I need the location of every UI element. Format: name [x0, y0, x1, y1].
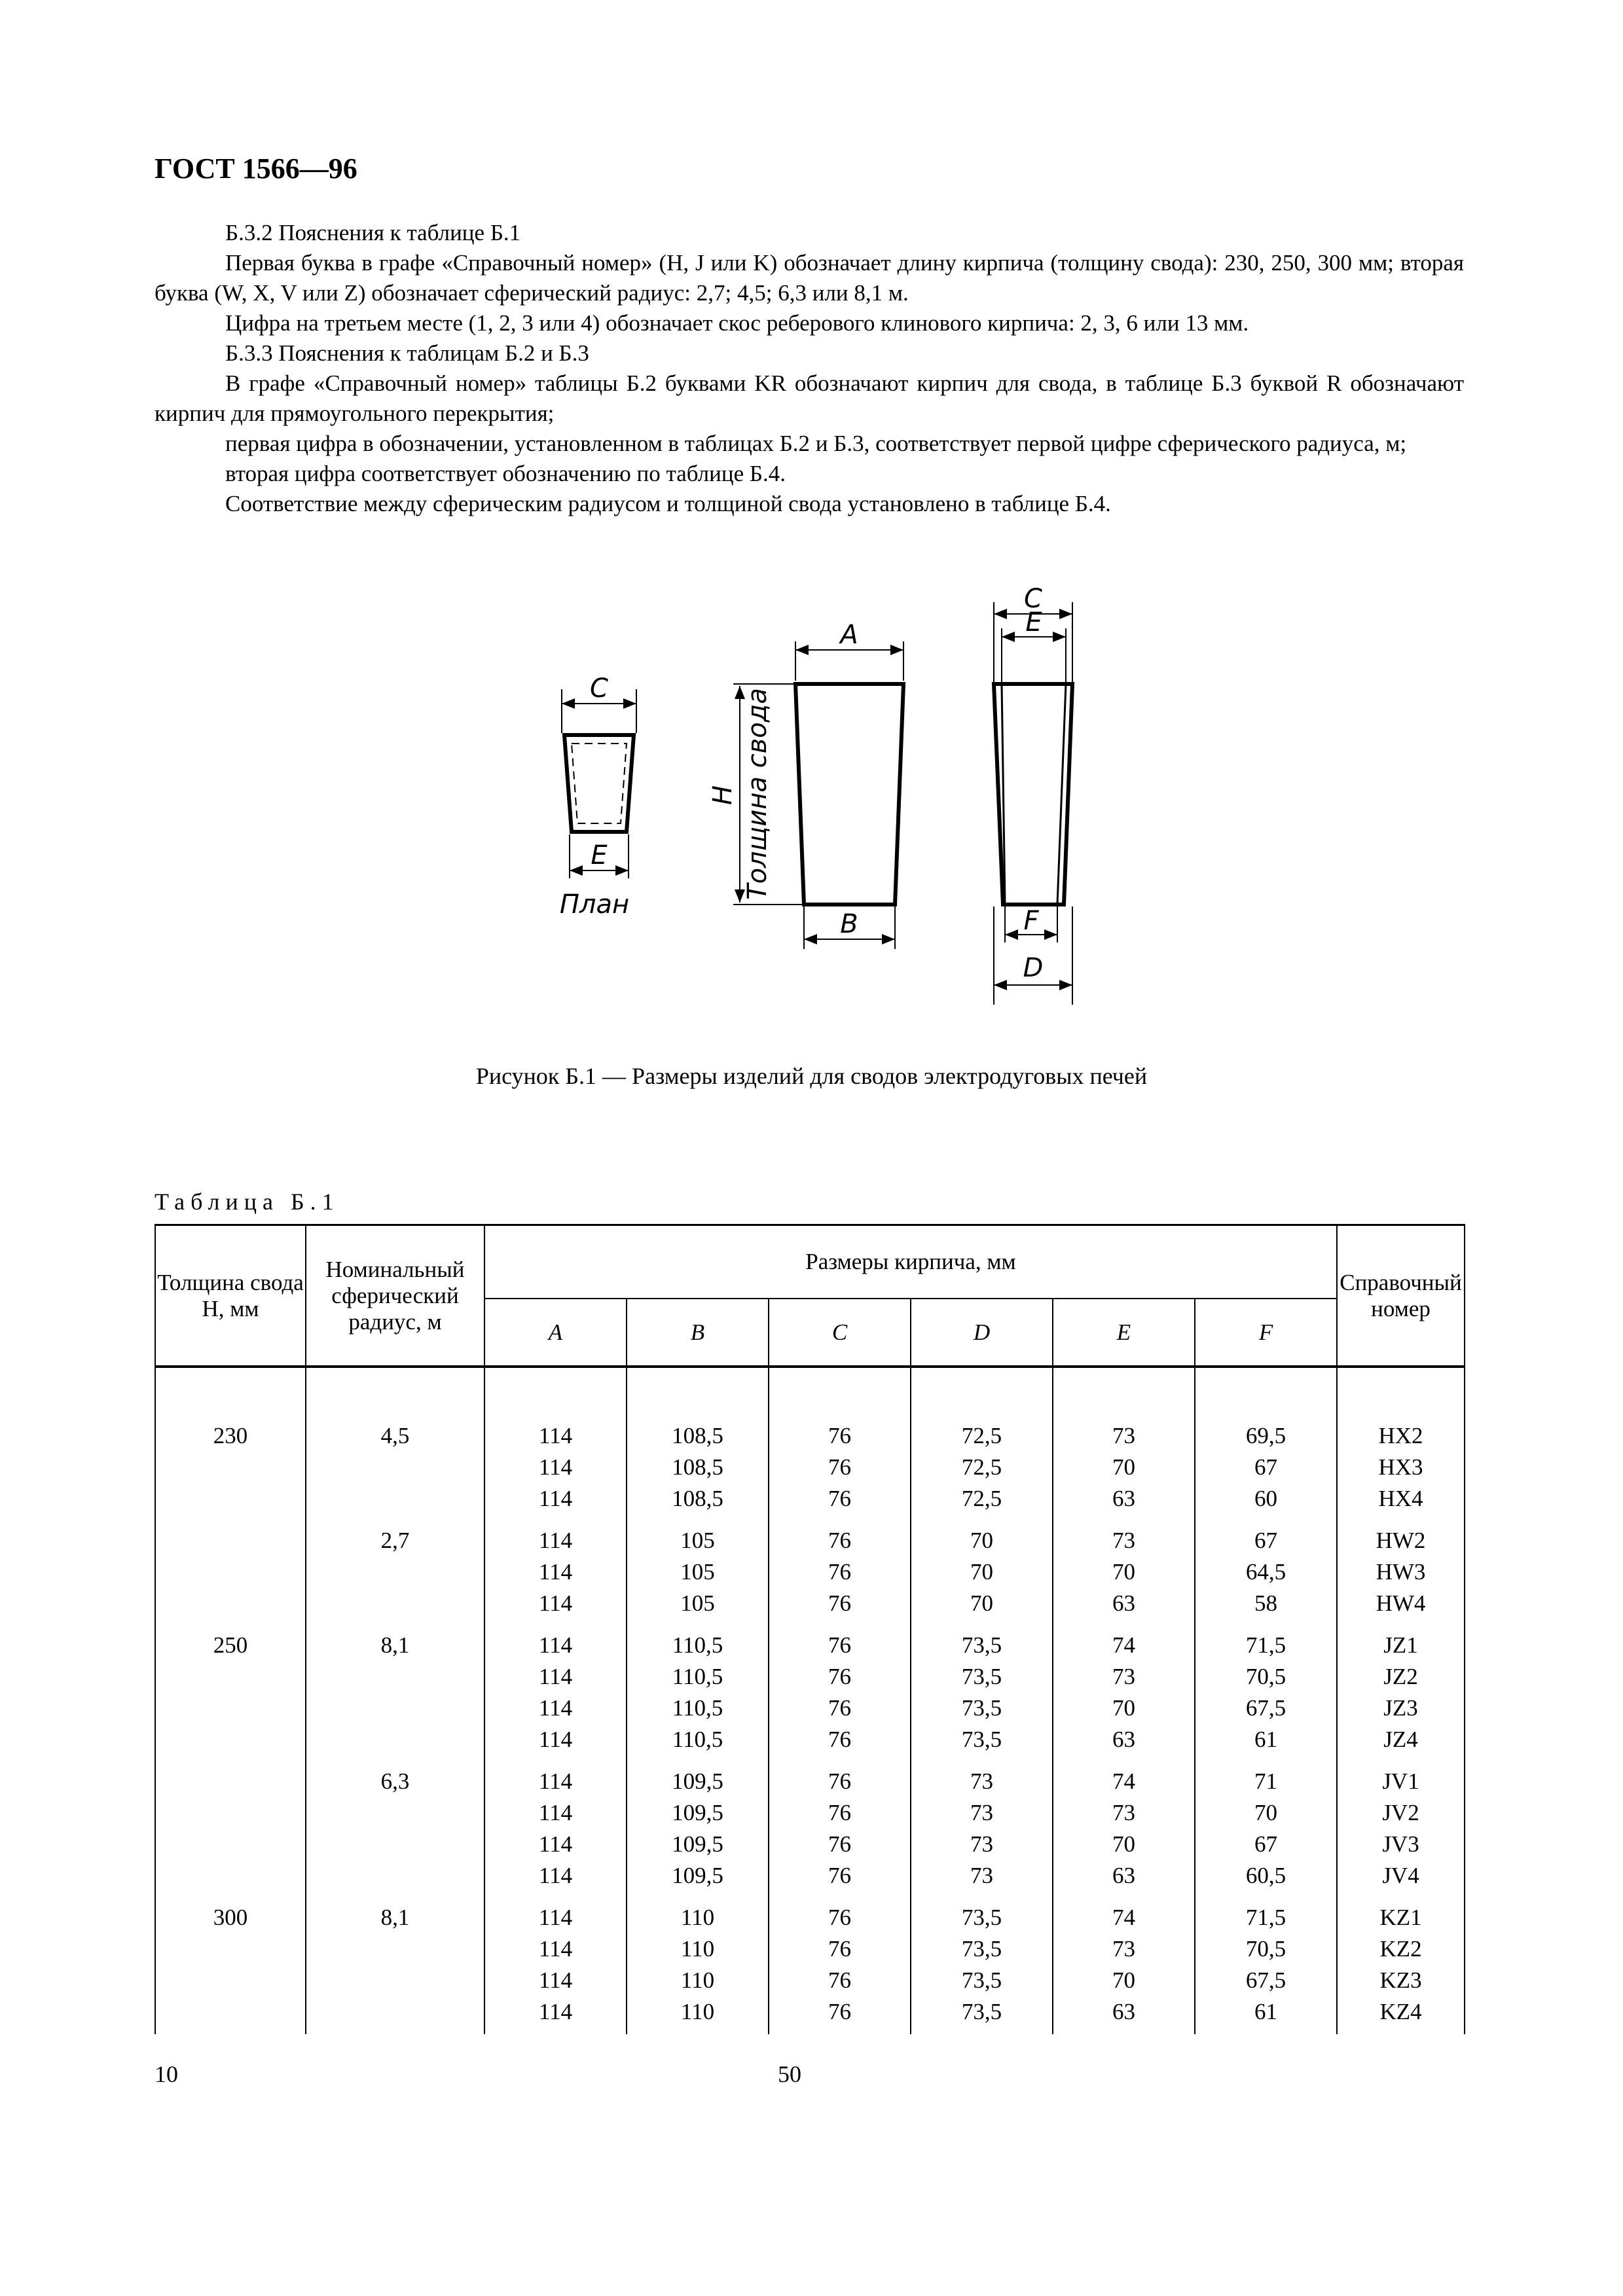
cell-value: 110,5	[672, 1632, 723, 1658]
cell-value: 71,5	[1245, 1905, 1286, 1930]
cell-value: 76	[828, 1590, 851, 1616]
cell-c	[769, 1892, 911, 2034]
cell-value: HX4	[1378, 1486, 1423, 1511]
label-b: B	[840, 909, 858, 939]
cell-value: 114	[538, 1936, 573, 1962]
cell-value: 105	[680, 1528, 715, 1553]
label-h: H	[708, 785, 738, 806]
cell-value: 70	[1112, 1559, 1135, 1585]
cell-d	[911, 1755, 1053, 1892]
cell-value: 110	[680, 1905, 715, 1930]
cell-thickness	[155, 1755, 306, 1892]
cell-value: 74	[1112, 1632, 1135, 1658]
cell-value: HW4	[1376, 1590, 1426, 1616]
cell-f	[1195, 1515, 1337, 1619]
cell-value: 71,5	[1245, 1632, 1286, 1658]
cell-b	[627, 1892, 769, 2034]
cell-b	[627, 1367, 769, 1515]
cell-value: 70	[1112, 1967, 1135, 1993]
cell-radius-value: 8,1	[380, 1632, 410, 1658]
header-col-e: E	[1053, 1299, 1195, 1367]
cell-value: 114	[538, 1905, 573, 1930]
cell-value: 110	[680, 1999, 715, 2024]
cell-value: 76	[828, 1999, 851, 2024]
cell-ref	[1337, 1619, 1465, 1755]
cell-value: HW2	[1376, 1528, 1426, 1553]
label-e-edge: E	[1025, 607, 1042, 637]
table-title: Таблица Б.1	[155, 1189, 340, 1215]
cell-f	[1195, 1367, 1337, 1515]
cell-ref	[1337, 1892, 1465, 2034]
table-row	[155, 1619, 1465, 1755]
section-b33-heading: Б.3.3 Пояснения к таблицам Б.2 и Б.3	[225, 340, 589, 366]
cell-value: 70,5	[1245, 1936, 1286, 1962]
cell-value: 60	[1254, 1486, 1277, 1511]
cell-value: 110	[680, 1936, 715, 1962]
cell-ref	[1337, 1755, 1465, 1892]
cell-radius	[306, 1619, 484, 1755]
cell-radius	[306, 1892, 484, 2034]
cell-a	[484, 1892, 627, 2034]
cell-value: 61	[1254, 1999, 1277, 2024]
header-radius: Номинальный сферический радиус, м	[306, 1225, 484, 1367]
cell-value: 70	[970, 1590, 993, 1616]
cell-value: 109,5	[672, 1863, 723, 1888]
cell-radius-value: 6,3	[380, 1768, 410, 1794]
cell-value: 105	[680, 1559, 715, 1585]
cell-a	[484, 1515, 627, 1619]
cell-thickness	[155, 1515, 306, 1619]
cell-value: 73	[970, 1800, 993, 1825]
cell-value: 114	[538, 1664, 573, 1689]
cell-value: 63	[1112, 1486, 1135, 1511]
header-col-d: D	[911, 1299, 1053, 1367]
cell-value: 73	[1112, 1528, 1135, 1553]
cell-value: 70	[970, 1559, 993, 1585]
cell-value: 60,5	[1245, 1863, 1286, 1888]
cell-value: 72,5	[961, 1423, 1002, 1448]
cell-value: 114	[538, 1863, 573, 1888]
cell-value: 76	[828, 1486, 851, 1511]
cell-value: JZ3	[1383, 1695, 1418, 1721]
cell-thickness-value: 230	[213, 1423, 248, 1448]
cell-value: 76	[828, 1423, 851, 1448]
cell-value: JV2	[1382, 1800, 1419, 1825]
cell-value: JV1	[1382, 1768, 1419, 1794]
label-a: A	[840, 620, 858, 650]
cell-thickness	[155, 1367, 306, 1515]
table-row	[155, 1755, 1465, 1892]
paragraph-second-digit: вторая цифра соответствует обозначению по таблице Б.4.	[225, 461, 786, 486]
cell-value: 108,5	[672, 1486, 723, 1511]
cell-value: 110,5	[672, 1664, 723, 1689]
cell-b	[627, 1619, 769, 1755]
cell-value: 69,5	[1245, 1423, 1286, 1448]
cell-value: 108,5	[672, 1423, 723, 1448]
cell-value: 114	[538, 1590, 573, 1616]
cell-value: 114	[538, 1727, 573, 1752]
cell-value: 76	[828, 1632, 851, 1658]
cell-value: 114	[538, 1632, 573, 1658]
side-view-brick-outline	[795, 684, 903, 905]
cell-value: 76	[828, 1727, 851, 1752]
cell-radius-value: 4,5	[380, 1423, 410, 1448]
table-row	[155, 1515, 1465, 1619]
cell-value: 63	[1112, 1590, 1135, 1616]
cell-value: 109,5	[672, 1831, 723, 1857]
cell-value: 73,5	[961, 1695, 1002, 1721]
label-d: D	[1023, 953, 1044, 983]
cell-value: 73,5	[961, 1905, 1002, 1930]
cell-value: 76	[828, 1905, 851, 1930]
cell-value: 67,5	[1245, 1695, 1286, 1721]
cell-thickness-value: 300	[213, 1905, 248, 1930]
cell-value: 70	[1254, 1800, 1277, 1825]
cell-value: JV3	[1382, 1831, 1419, 1857]
cell-value: 108,5	[672, 1454, 723, 1480]
header-col-b: B	[627, 1299, 769, 1367]
cell-value: 114	[538, 1831, 573, 1857]
cell-d	[911, 1892, 1053, 2034]
cell-value: 64,5	[1245, 1559, 1286, 1585]
cell-thickness	[155, 1619, 306, 1755]
cell-value: 67	[1254, 1831, 1277, 1857]
cell-value: 109,5	[672, 1768, 723, 1794]
cell-radius	[306, 1367, 484, 1515]
cell-value: 76	[828, 1768, 851, 1794]
cell-value: KZ3	[1379, 1967, 1422, 1993]
cell-radius-value: 8,1	[380, 1905, 410, 1930]
cell-value: 73	[1112, 1423, 1135, 1448]
cell-value: 76	[828, 1528, 851, 1553]
cell-value: 114	[538, 1967, 573, 1993]
cell-value: 110,5	[672, 1695, 723, 1721]
cell-value: 67	[1254, 1528, 1277, 1553]
label-thickness: Толщина свода	[742, 688, 773, 900]
cell-value: 114	[538, 1559, 573, 1585]
cell-radius-value: 2,7	[380, 1528, 410, 1553]
cell-thickness-value: 250	[213, 1632, 248, 1658]
cell-f	[1195, 1619, 1337, 1755]
cell-value: 67	[1254, 1454, 1277, 1480]
brick-sizes-table	[155, 1224, 1465, 2034]
cell-value: 76	[828, 1454, 851, 1480]
cell-c	[769, 1619, 911, 1755]
intro-text	[155, 218, 1464, 519]
cell-e	[1053, 1619, 1195, 1755]
cell-ref	[1337, 1515, 1465, 1619]
cell-e	[1053, 1367, 1195, 1515]
cell-value: 114	[538, 1423, 573, 1448]
cell-value: 70	[1112, 1831, 1135, 1857]
cell-value: HX3	[1378, 1454, 1423, 1480]
cell-value: 63	[1112, 1999, 1135, 2024]
cell-value: 70,5	[1245, 1664, 1286, 1689]
cell-value: 73,5	[961, 1632, 1002, 1658]
cell-e	[1053, 1515, 1195, 1619]
cell-value: 76	[828, 1863, 851, 1888]
cell-a	[484, 1755, 627, 1892]
table-row	[155, 1892, 1465, 2034]
cell-value: JZ1	[1383, 1632, 1418, 1658]
cell-a	[484, 1367, 627, 1515]
cell-value: HW3	[1376, 1559, 1426, 1585]
cell-value: JZ2	[1383, 1664, 1418, 1689]
cell-value: 76	[828, 1967, 851, 1993]
cell-e	[1053, 1892, 1195, 2034]
cell-value: 114	[538, 1768, 573, 1794]
cell-b	[627, 1755, 769, 1892]
cell-value: 61	[1254, 1727, 1277, 1752]
cell-ref	[1337, 1367, 1465, 1515]
cell-value: 67,5	[1245, 1967, 1286, 1993]
cell-value: 72,5	[961, 1454, 1002, 1480]
cell-value: KZ4	[1379, 1999, 1422, 2024]
cell-b	[627, 1515, 769, 1619]
paragraph-third-digit: Цифра на третьем месте (1, 2, 3 или 4) обозначает скос реберового клинового кирпича: 2, 3, 6 или 13 мм.	[225, 310, 1249, 336]
cell-value: 73,5	[961, 1936, 1002, 1962]
cell-value: 76	[828, 1831, 851, 1857]
cell-value: 114	[538, 1528, 573, 1553]
cell-value: 114	[538, 1800, 573, 1825]
cell-value: 74	[1112, 1768, 1135, 1794]
cell-value: 76	[828, 1695, 851, 1721]
cell-value: KZ1	[1379, 1905, 1422, 1930]
cell-c	[769, 1367, 911, 1515]
label-f: F	[1023, 906, 1039, 936]
label-c-edge: C	[1024, 584, 1042, 614]
cell-a	[484, 1619, 627, 1755]
cell-value: 110,5	[672, 1727, 723, 1752]
cell-value: 110	[680, 1967, 715, 1993]
table-body	[155, 1367, 1465, 2034]
cell-value: 76	[828, 1800, 851, 1825]
header-sizes: Размеры кирпича, мм	[484, 1225, 1337, 1299]
paragraph-first-digit: первая цифра в обозначении, установленном в таблицах Б.2 и Б.3, соответствует первой цифре сферического радиуса, м;	[225, 431, 1407, 456]
cell-value: 76	[828, 1936, 851, 1962]
cell-value: JV4	[1382, 1863, 1419, 1888]
cell-value: 63	[1112, 1863, 1135, 1888]
figure-caption: Рисунок Б.1 — Размеры изделий для сводов электродуговых печей	[475, 1063, 1148, 1089]
cell-value: 73,5	[961, 1664, 1002, 1689]
cell-value: 70	[970, 1528, 993, 1553]
label-e-plan: E	[591, 840, 608, 870]
cell-e	[1053, 1755, 1195, 1892]
header-col-c: C	[769, 1299, 911, 1367]
cell-f	[1195, 1755, 1337, 1892]
paragraph-kr-letters: В графе «Справочный номер» таблицы Б.2 буквами KR обозначают кирпич для свода, в таблице Б.3 буквой R обозначают кирпич для прямоугольного перекрытия;	[155, 370, 1464, 426]
cell-d	[911, 1619, 1053, 1755]
cell-value: 74	[1112, 1905, 1135, 1930]
cell-value: 73,5	[961, 1727, 1002, 1752]
cell-value: 58	[1254, 1590, 1277, 1616]
cell-value: 114	[538, 1454, 573, 1480]
cell-value: 73	[1112, 1936, 1135, 1962]
label-plan: План	[559, 889, 630, 920]
page-number-center: 50	[778, 2061, 801, 2087]
cell-value: 114	[538, 1486, 573, 1511]
cell-value: 109,5	[672, 1800, 723, 1825]
cell-radius	[306, 1515, 484, 1619]
cell-value: 73,5	[961, 1967, 1002, 1993]
cell-value: 114	[538, 1999, 573, 2024]
table-row	[155, 1367, 1465, 1515]
cell-value: 70	[1112, 1454, 1135, 1480]
cell-value: 73,5	[961, 1999, 1002, 2024]
cell-value: 72,5	[961, 1486, 1002, 1511]
brick-dimensions-figure	[537, 576, 1100, 1008]
header-thickness: Толщина свода H, мм	[155, 1225, 306, 1367]
page-number-left: 10	[155, 2061, 178, 2087]
cell-value: 105	[680, 1590, 715, 1616]
document-header: ГОСТ 1566—96	[155, 152, 357, 185]
header-col-f: F	[1195, 1299, 1337, 1367]
cell-f	[1195, 1892, 1337, 2034]
cell-value: JZ4	[1383, 1727, 1418, 1752]
header-ref: Справочный номер	[1337, 1225, 1465, 1367]
cell-c	[769, 1755, 911, 1892]
cell-value: 73	[970, 1863, 993, 1888]
paragraph-correspondence: Соответствие между сферическим радиусом и толщиной свода установлено в таблице Б.4.	[225, 491, 1111, 516]
cell-d	[911, 1367, 1053, 1515]
cell-radius	[306, 1755, 484, 1892]
cell-value: 114	[538, 1695, 573, 1721]
cell-value: 73	[970, 1831, 993, 1857]
paragraph-first-letter: Первая буква в графе «Справочный номер» (H, J или K) обозначает длину кирпича (толщину свода): 230, 250, 300 мм; вторая буква (W, X, V или Z) обозначает сферический радиус: 2,7; 4,5; 6,3 или 8,1 м.	[155, 250, 1464, 306]
cell-value: 73	[1112, 1664, 1135, 1689]
header-col-a: A	[484, 1299, 627, 1367]
cell-value: 76	[828, 1664, 851, 1689]
cell-value: 63	[1112, 1727, 1135, 1752]
cell-value: 73	[1112, 1800, 1135, 1825]
cell-value: 76	[828, 1559, 851, 1585]
cell-value: KZ2	[1379, 1936, 1422, 1962]
cell-value: 70	[1112, 1695, 1135, 1721]
cell-thickness	[155, 1892, 306, 2034]
cell-value: 73	[970, 1768, 993, 1794]
cell-c	[769, 1515, 911, 1619]
cell-value: HX2	[1378, 1423, 1423, 1448]
label-c-plan: C	[590, 673, 608, 704]
cell-d	[911, 1515, 1053, 1619]
cell-value: 71	[1254, 1768, 1277, 1794]
section-b32-heading: Б.3.2 Пояснения к таблице Б.1	[225, 220, 521, 245]
